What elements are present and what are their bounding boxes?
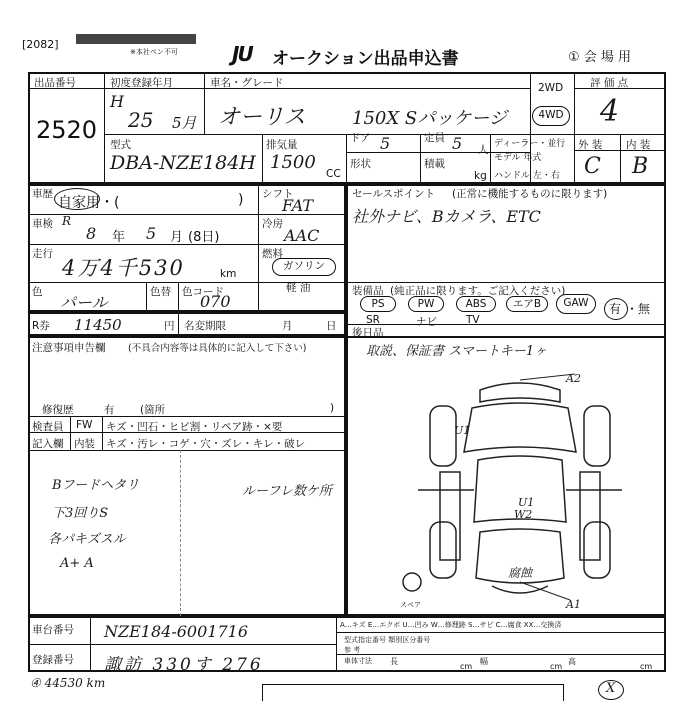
ju-logo: JU	[232, 42, 252, 66]
equip-yes: 有	[609, 302, 622, 316]
ac-label: 冷房	[262, 218, 283, 230]
roof-note: ルーフレ数ケ所	[242, 484, 332, 499]
registration-era: H	[110, 92, 124, 111]
model-year-label: モデル 年式	[494, 153, 542, 163]
door-value: 5	[380, 134, 391, 153]
repaint-label: 色替	[150, 286, 171, 298]
mark-center-w: W2	[514, 508, 533, 521]
bottom-mark: X	[606, 681, 616, 696]
entry-label: 出品番号	[34, 77, 76, 89]
displacement-label: 排気量	[266, 139, 298, 151]
mark-front: A2	[566, 372, 581, 385]
shift-label: シフト	[262, 188, 294, 200]
inspector-note-1: Bフードヘタリ	[52, 478, 140, 493]
color-label: 色	[32, 286, 43, 298]
check-row2: キズ・汚レ・コゲ・穴・ズレ・キレ・破レ	[106, 438, 306, 450]
inspection-day: (8日)	[188, 230, 220, 245]
interior-label: 内 装	[626, 139, 651, 151]
equip-sr: SR	[366, 314, 380, 326]
model-name: オーリス	[218, 105, 306, 130]
capacity-unit: 人	[478, 144, 489, 156]
inspection-month-unit: 月	[170, 230, 184, 245]
spare-label: スペア	[400, 601, 421, 609]
color-code-value: 070	[200, 292, 231, 311]
shift-value: FAT	[282, 196, 314, 215]
dealer-label: ディーラー・並行	[494, 139, 566, 149]
door-label: ドア	[350, 132, 371, 144]
equip-abs: ABS	[456, 296, 496, 312]
repair-value: 有	[104, 404, 115, 416]
name-change-day: 日	[326, 320, 337, 332]
inspection-month: 5	[146, 224, 157, 243]
repair-label: 修復歴	[42, 404, 74, 416]
color-code-label: 色コード	[182, 286, 224, 298]
usage-circle	[54, 188, 100, 210]
damage-legend: A…キズ E…エクボ U…凹み W…修理跡 S…サビ C…腐食 XX…交換済	[340, 621, 562, 629]
equip-ps: PS	[360, 296, 396, 312]
selling-label: セールスポイント	[352, 188, 436, 200]
selling-sub: (正常に機能するものに限ります)	[452, 188, 608, 200]
two-wd: 2WD	[538, 82, 564, 94]
size-length-unit: cm	[460, 662, 473, 671]
ref-label: 参 考	[344, 646, 361, 654]
exterior-value: C	[584, 154, 601, 179]
registration-month: 5月	[172, 114, 197, 132]
form-code: [2082]	[22, 38, 59, 51]
name-change-label: 名変期限	[184, 320, 226, 332]
usage-value: 自家用・(	[58, 195, 120, 211]
check-label: 検査員	[32, 421, 64, 433]
mileage-unit: km	[220, 268, 237, 280]
handle-label: ハンドル 左・右	[494, 171, 560, 181]
displacement-value: 1500	[270, 152, 316, 173]
fuel-diesel: 軽 油	[286, 282, 311, 294]
check-row1: キズ・凹石・ヒビ割・リペア跡・×要	[106, 421, 283, 433]
fuel-label: 燃料	[262, 248, 283, 260]
tax-value: 11450	[74, 316, 122, 334]
model-code-label: 型式指定番号 類別区分番号	[344, 636, 431, 644]
redacted-bar	[76, 34, 196, 44]
repair-location: (箇所	[140, 404, 166, 416]
notes-sub: (不具合内容等は具体的に記入して下さい)	[128, 343, 307, 354]
inspection-year-unit: 年	[112, 230, 126, 245]
mileage-label: 走行	[32, 248, 53, 260]
small-note: ※本社ペン不可	[130, 48, 178, 56]
size-height-unit: cm	[640, 662, 653, 671]
fuel-gas-circled: ガソリン	[272, 258, 336, 276]
mileage-value: 4万4千530	[62, 256, 185, 280]
check-interior: 内装	[74, 438, 95, 450]
usage-label: 車歴	[32, 188, 53, 200]
capacity-label: 定員	[424, 132, 445, 144]
inspection-label: 車検	[32, 218, 53, 230]
rear-value: 取説、保証書 スマートキー1ヶ	[366, 344, 548, 359]
color-value: パール	[60, 293, 108, 312]
interior-value: B	[632, 154, 649, 179]
inspector-note-2: 下3回りS	[52, 506, 109, 521]
inspector-note-4: A+ A	[60, 556, 94, 571]
shape-label: 形状	[350, 158, 371, 170]
score-value: 4	[600, 94, 620, 129]
equip-navi: ナビ	[416, 316, 437, 328]
tax-unit: 円	[164, 320, 175, 332]
plate-label: 登録番号	[32, 654, 74, 666]
bottom-note: ④ 44530 km	[30, 676, 106, 690]
model-grade: 150X Sパッケージ	[352, 108, 507, 129]
plate-value: 諏訪 330す 276	[104, 655, 264, 675]
usage-close: )	[238, 192, 244, 208]
mark-rear: 腐蝕	[508, 566, 533, 580]
chassis-label: 車台番号	[32, 624, 74, 636]
registration-year: 25	[128, 108, 154, 132]
size-length: 長	[390, 657, 398, 666]
size-height: 高	[568, 657, 576, 666]
name-change-month: 月	[282, 320, 293, 332]
equip-no: 無	[638, 302, 651, 316]
equip-separator: ・	[626, 302, 639, 316]
venue-label: ① 会 場 用	[568, 50, 632, 65]
type-value: DBA-NZE184H	[110, 152, 256, 174]
capacity-value: 5	[452, 134, 463, 153]
score-label: 評 価 点	[590, 77, 629, 89]
equip-airbag: エアB	[506, 296, 548, 312]
notes-label: 注意事項申告欄	[32, 342, 106, 354]
size-label: 車体寸法	[344, 657, 372, 665]
equipment-sub: (純正品に限ります。ご記入ください)	[390, 285, 566, 297]
equip-gaw: GAW	[556, 294, 596, 314]
check-fw: FW	[76, 419, 93, 431]
payload-label: 積載	[424, 158, 445, 170]
displacement-unit: CC	[326, 168, 341, 180]
inspection-year: 8	[86, 224, 97, 243]
type-label: 型式	[110, 139, 131, 151]
ac-value: AAC	[284, 226, 320, 245]
mark-rear-a: A1	[566, 598, 581, 611]
payload-unit: kg	[474, 170, 487, 182]
four-wd-circled: 4WD	[532, 106, 570, 126]
exterior-label: 外 装	[578, 139, 603, 151]
mark-left: U1	[454, 424, 471, 437]
equip-pw: PW	[408, 296, 444, 312]
entry-number: 2520	[36, 116, 98, 144]
inspector-note-3: 各パキズスル	[48, 532, 126, 547]
tax-label: R券	[32, 320, 50, 332]
record-label: 記入欄	[32, 438, 64, 450]
selling-value: 社外ナビ、Bカメラ、ETC	[352, 207, 541, 226]
inspection-era: R	[62, 214, 72, 228]
equip-tv: TV	[466, 314, 480, 326]
bottom-strip	[262, 684, 564, 701]
registration-label: 初度登録年月	[110, 77, 173, 89]
equipment-label: 装備品	[352, 285, 384, 297]
chassis-value: NZE184-6001716	[104, 622, 248, 641]
size-width-unit: cm	[550, 662, 563, 671]
rear-label: 後日品	[352, 327, 384, 339]
mark-center-u: U1	[518, 496, 535, 509]
form-title: オークション出品申込書	[272, 49, 459, 69]
size-width: 幅	[480, 657, 488, 666]
model-label: 車名・グレード	[210, 77, 284, 89]
repair-close: )	[330, 402, 335, 414]
